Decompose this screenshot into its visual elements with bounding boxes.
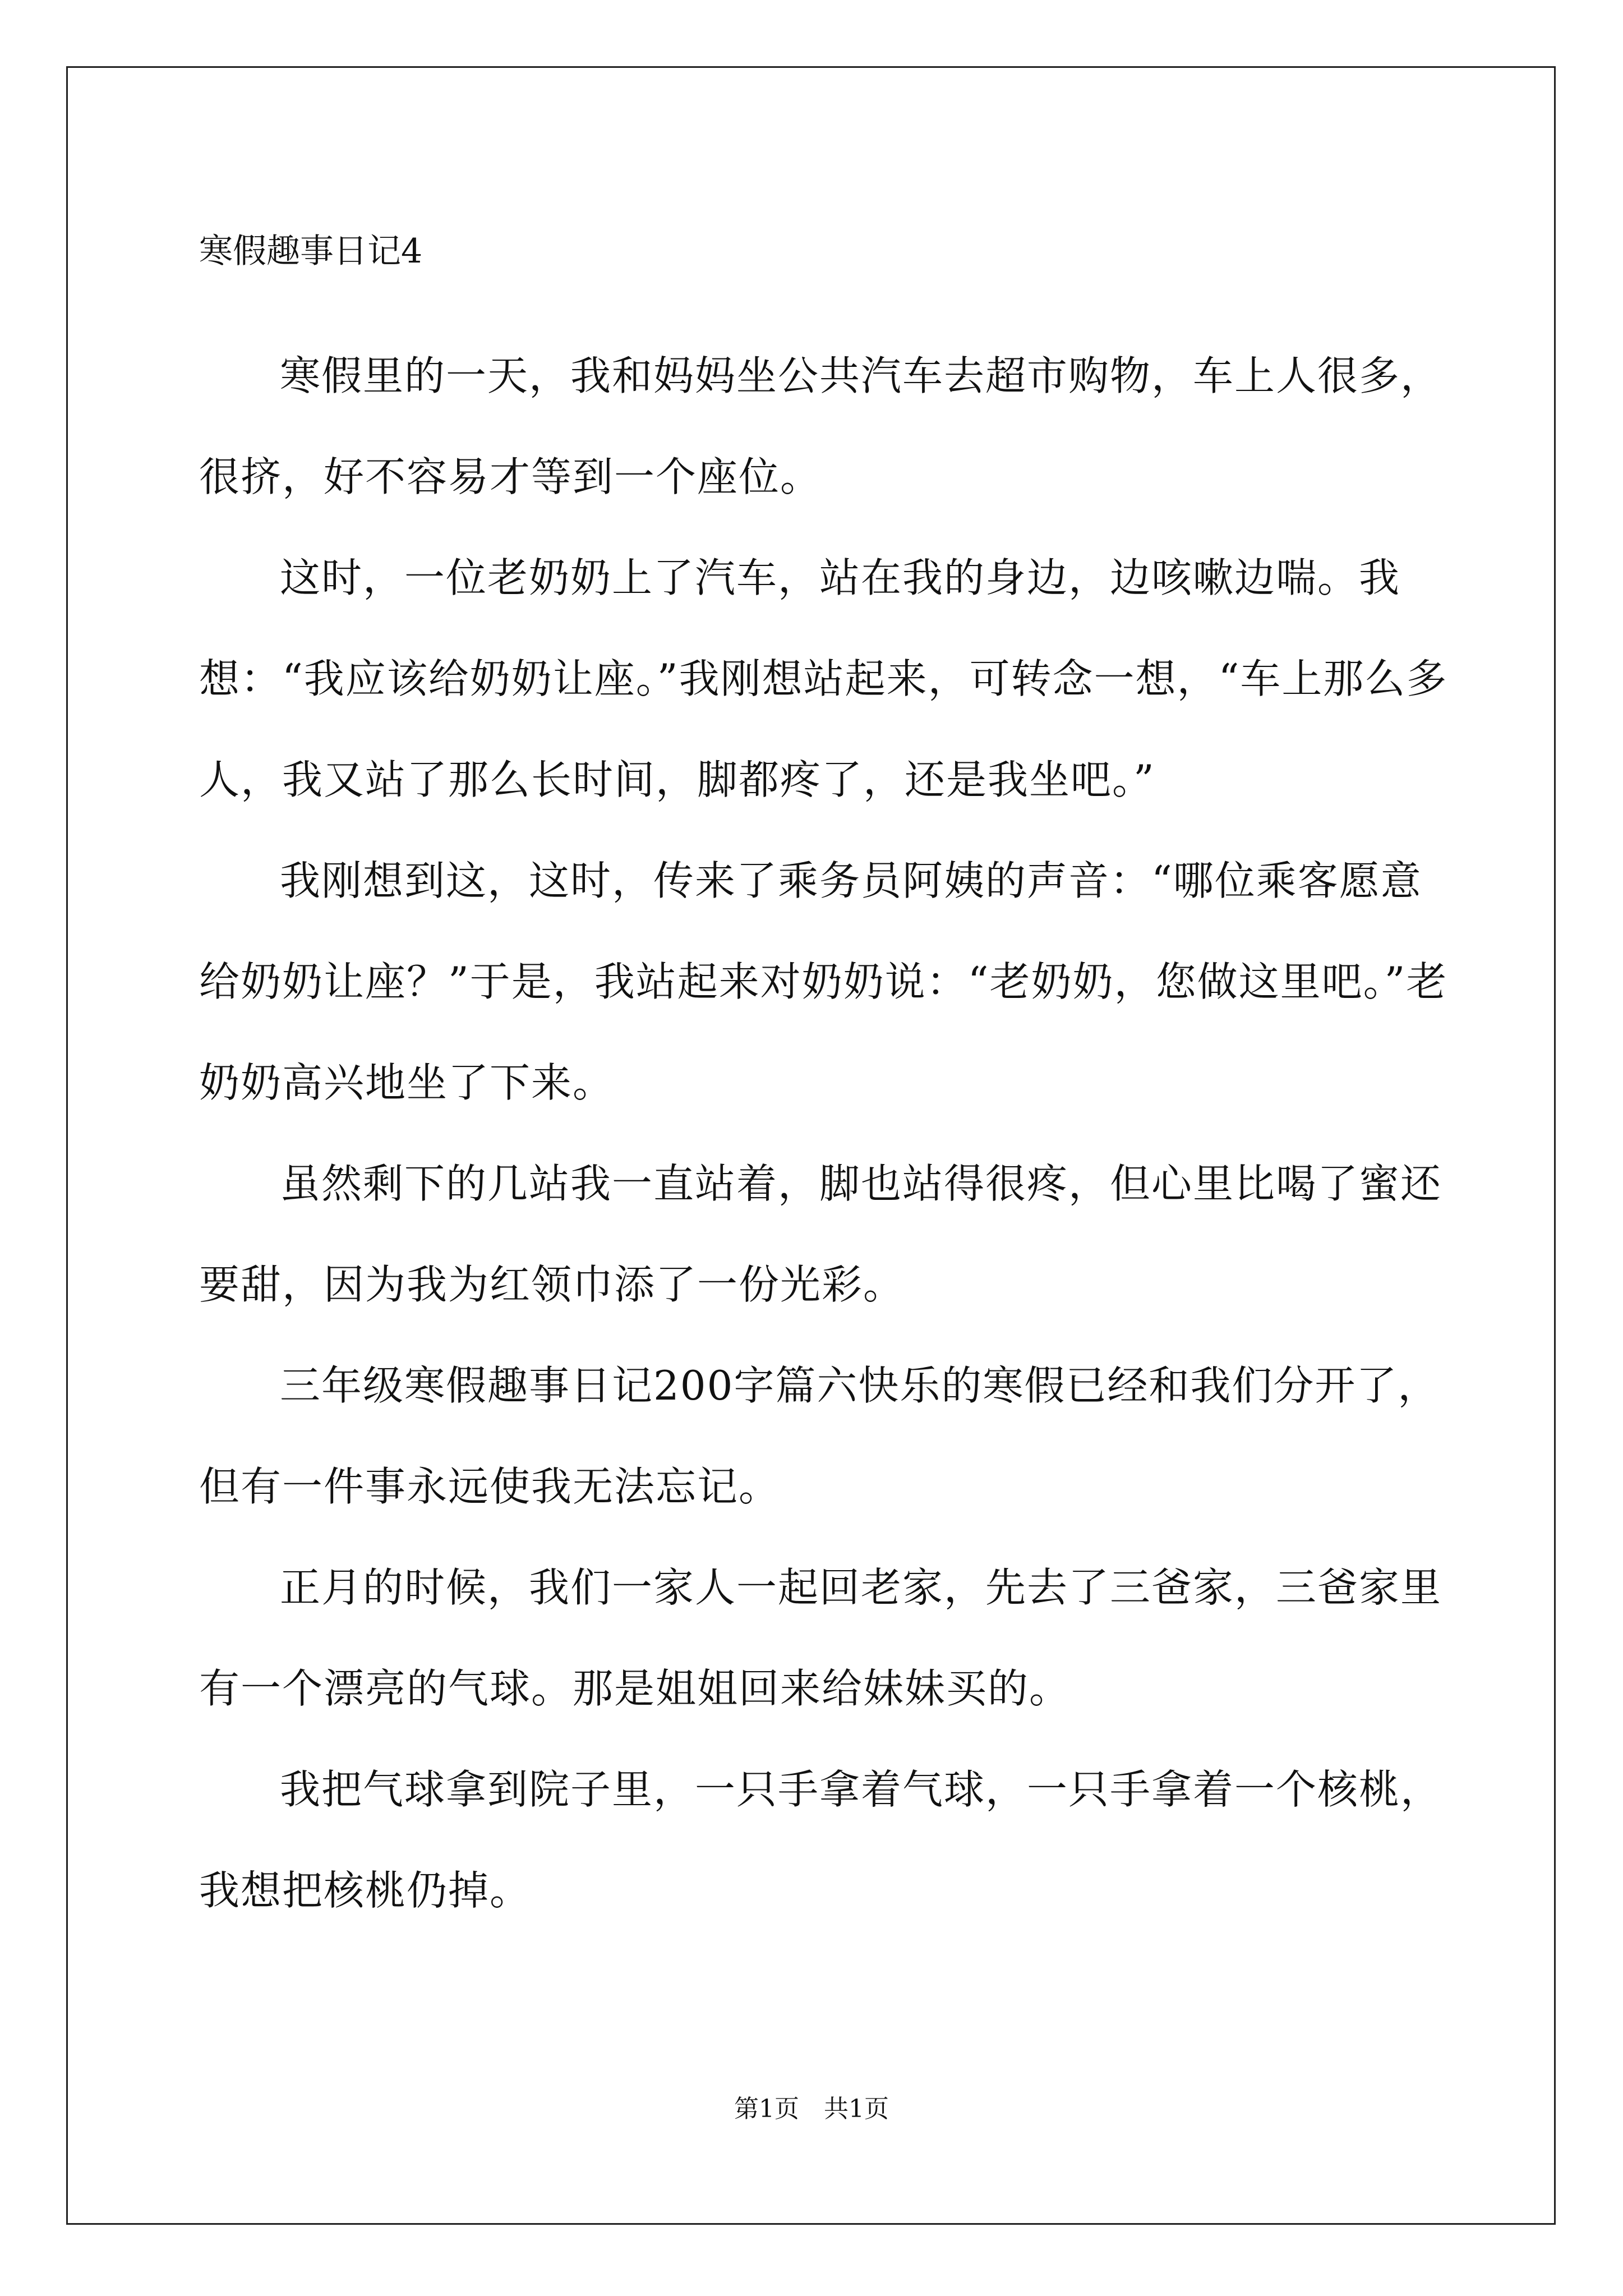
paragraph-1: 寒假里的一天，我和妈妈坐公共汽车去超市购物，车上人很多，很挤，好不容易才等到一个座位。: [199, 352, 1442, 500]
paragraph-6: 正月的时候，我们一家人一起回老家，先去了三爸家，三爸家里有一个漂亮的气球。那是姐姐回来给妹妹买的。: [199, 1564, 1442, 1712]
paragraph-7: 我把气球拿到院子里，一只手拿着气球，一只手拿着一个核桃，我想把核桃仍掉。: [199, 1766, 1442, 1914]
paragraph-5: 三年级寒假趣事日记200字篇六快乐的寒假已经和我们分开了，但有一件事永远使我无法忘记。: [199, 1362, 1440, 1510]
document-title: 寒假趣事日记4: [199, 232, 423, 271]
paragraph-4: 虽然剩下的几站我一直站着，脚也站得很疼，但心里比喝了蜜还要甜，因为我为红领巾添了一份光彩。: [199, 1160, 1442, 1308]
paragraph-2: 这时，一位老奶奶上了汽车，站在我的身边，边咳嗽边喘。我想：“我应该给奶奶让座。”我刚想站起来，可转念一想，“车上那么多人，我又站了那么长时间，脚都疼了，还是我坐吧。”: [199, 554, 1448, 803]
document-body: [199, 224, 1455, 1941]
page-footer: 第1页 共1页: [734, 2095, 889, 2123]
paragraph-3: 我刚想到这，这时，传来了乘务员阿姨的声音：“哪位乘客愿意给奶奶让座？”于是，我站起来对奶奶说：“老奶奶，您做这里吧。”老奶奶高兴地坐了下来。: [199, 857, 1448, 1106]
